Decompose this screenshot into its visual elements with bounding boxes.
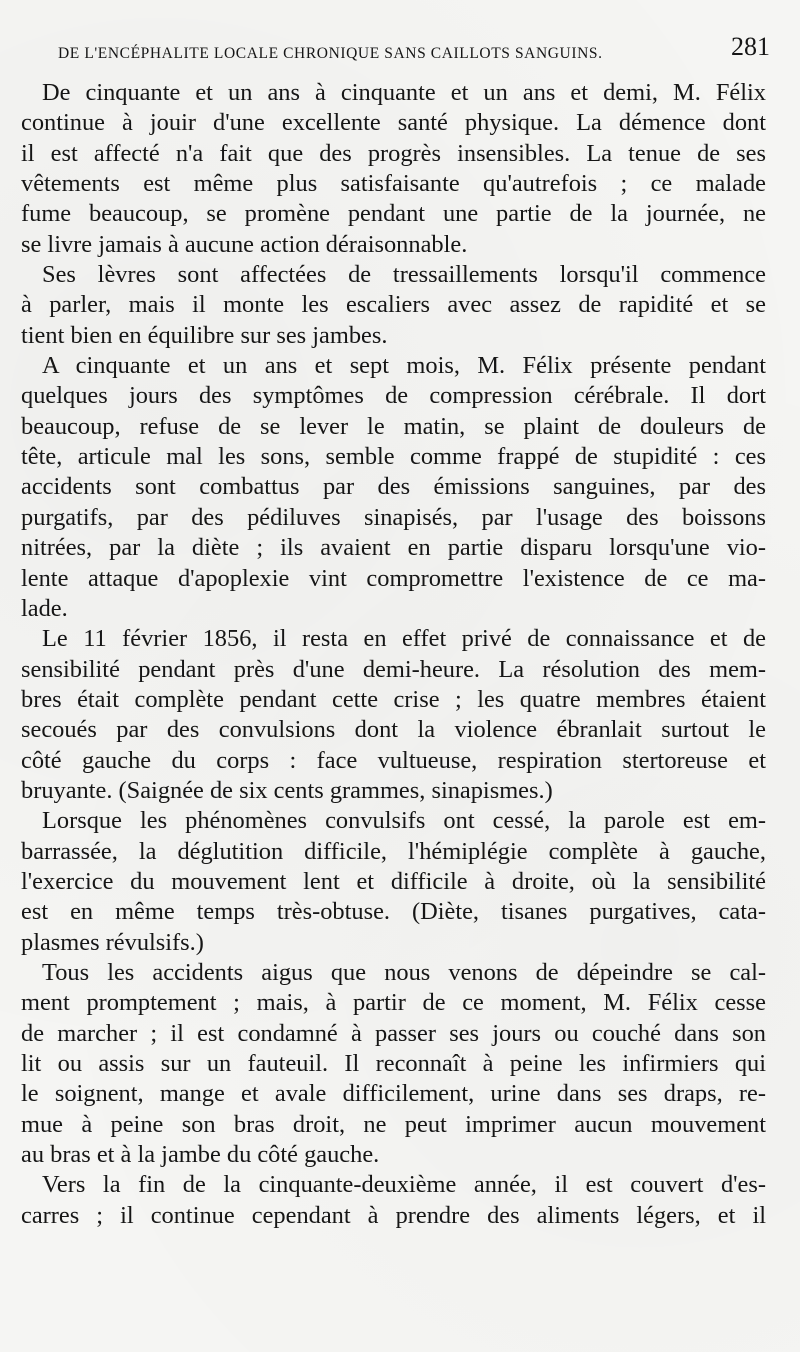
paragraph-5 — [21, 806, 766, 958]
body-text — [21, 78, 766, 1231]
page-header — [58, 28, 770, 72]
text-line: A cinquante et un ans et sept mois, M. Félix présente pendant — [42, 352, 766, 380]
paragraph-1 — [21, 78, 766, 260]
text-line: mue à peine son bras droit, ne peut imprimer aucun mouvement — [21, 1110, 766, 1138]
text-line: l'exercice du mouvement lent et difficile à droite, où la sensibilité — [21, 867, 766, 895]
text-line: de marcher ; il est condamné à passer ses jours ou couché dans son — [21, 1019, 766, 1047]
text-line: lade. — [21, 594, 68, 622]
page-number: 281 — [731, 32, 770, 61]
text-line: Ses lèvres sont affectées de tressaillements lorsqu'il commence — [42, 261, 766, 289]
text-line: nitrées, par la diète ; ils avaient en partie disparu lorsqu'une vio- — [21, 534, 766, 562]
paragraph-3 — [21, 351, 766, 624]
text-line: sensibilité pendant près d'une demi-heure. La résolution des mem- — [21, 655, 766, 683]
text-line: purgatifs, par des pédiluves sinapisés, par l'usage des boissons — [21, 503, 766, 531]
text-line: Le 11 février 1856, il resta en effet privé de connaissance et de — [42, 625, 766, 653]
text-line: bruyante. (Saignée de six cents grammes, sinapismes.) — [21, 776, 553, 804]
text-line: beaucoup, refuse de se lever le matin, se plaint de douleurs de — [21, 412, 766, 440]
text-line: lente attaque d'apoplexie vint compromettre l'existence de ce ma- — [21, 564, 766, 592]
text-line: barrassée, la déglutition difficile, l'hémiplégie complète à gauche, — [21, 837, 766, 865]
text-line: le soignent, mange et avale difficilement, urine dans ses draps, re- — [21, 1080, 766, 1108]
running-head: DE L'ENCÉPHALITE LOCALE CHRONIQUE SANS CAILLOTS SANGUINS. — [58, 45, 603, 62]
text-line: ment promptement ; mais, à partir de ce moment, M. Félix cesse — [21, 989, 766, 1017]
paragraph-7 — [21, 1170, 766, 1231]
text-line: lit ou assis sur un fauteuil. Il reconnaît à peine les infirmiers qui — [21, 1050, 766, 1077]
text-line: plasmes révulsifs.) — [21, 928, 204, 956]
text-line: tête, articule mal les sons, semble comme frappé de stupidité : ces — [21, 443, 766, 471]
text-line: côté gauche du corps : face vultueuse, respiration stertoreuse et — [21, 746, 766, 774]
text-line: tient bien en équilibre sur ses jambes. — [21, 321, 388, 349]
text-line: est en même temps très-obtuse. (Diète, tisanes purgatives, cata- — [21, 898, 766, 926]
text-line: Lorsque les phénomènes convulsifs ont cessé, la parole est em- — [42, 807, 766, 835]
text-line: Vers la fin de la cinquante-deuxième année, il est couvert d'es- — [42, 1171, 766, 1199]
paragraph-4 — [21, 624, 766, 806]
paragraph-6 — [21, 958, 766, 1170]
text-line: carres ; il continue cependant à prendre des aliments légers, et il — [21, 1201, 766, 1229]
text-line: accidents sont combattus par des émissions sanguines, par des — [21, 473, 766, 501]
text-line: Tous les accidents aigus que nous venons de dépeindre se cal- — [42, 958, 766, 986]
text-line: quelques jours des symptômes de compression cérébrale. Il dort — [21, 382, 766, 410]
text-line: au bras et à la jambe du côté gauche. — [21, 1141, 380, 1169]
text-line: à parler, mais il monte les escaliers avec assez de rapidité et se — [21, 291, 766, 319]
paragraph-2 — [21, 260, 766, 351]
text-line: fume beaucoup, se promène pendant une partie de la journée, ne — [21, 200, 766, 228]
text-line: continue à jouir d'une excellente santé physique. La démence dont — [21, 109, 766, 137]
text-line: De cinquante et un ans à cinquante et un ans et demi, M. Félix — [42, 79, 766, 106]
text-line: vêtements est même plus satisfaisante qu'autrefois ; ce malade — [21, 170, 766, 198]
text-line: bres était complète pendant cette crise ; les quatre membres étaient — [21, 685, 766, 713]
text-line: secoués par des convulsions dont la violence ébranlait surtout le — [21, 716, 766, 744]
text-line: il est affecté n'a fait que des progrès insensibles. La tenue de ses — [21, 139, 766, 167]
text-line: se livre jamais à aucune action déraisonnable. — [21, 230, 468, 258]
